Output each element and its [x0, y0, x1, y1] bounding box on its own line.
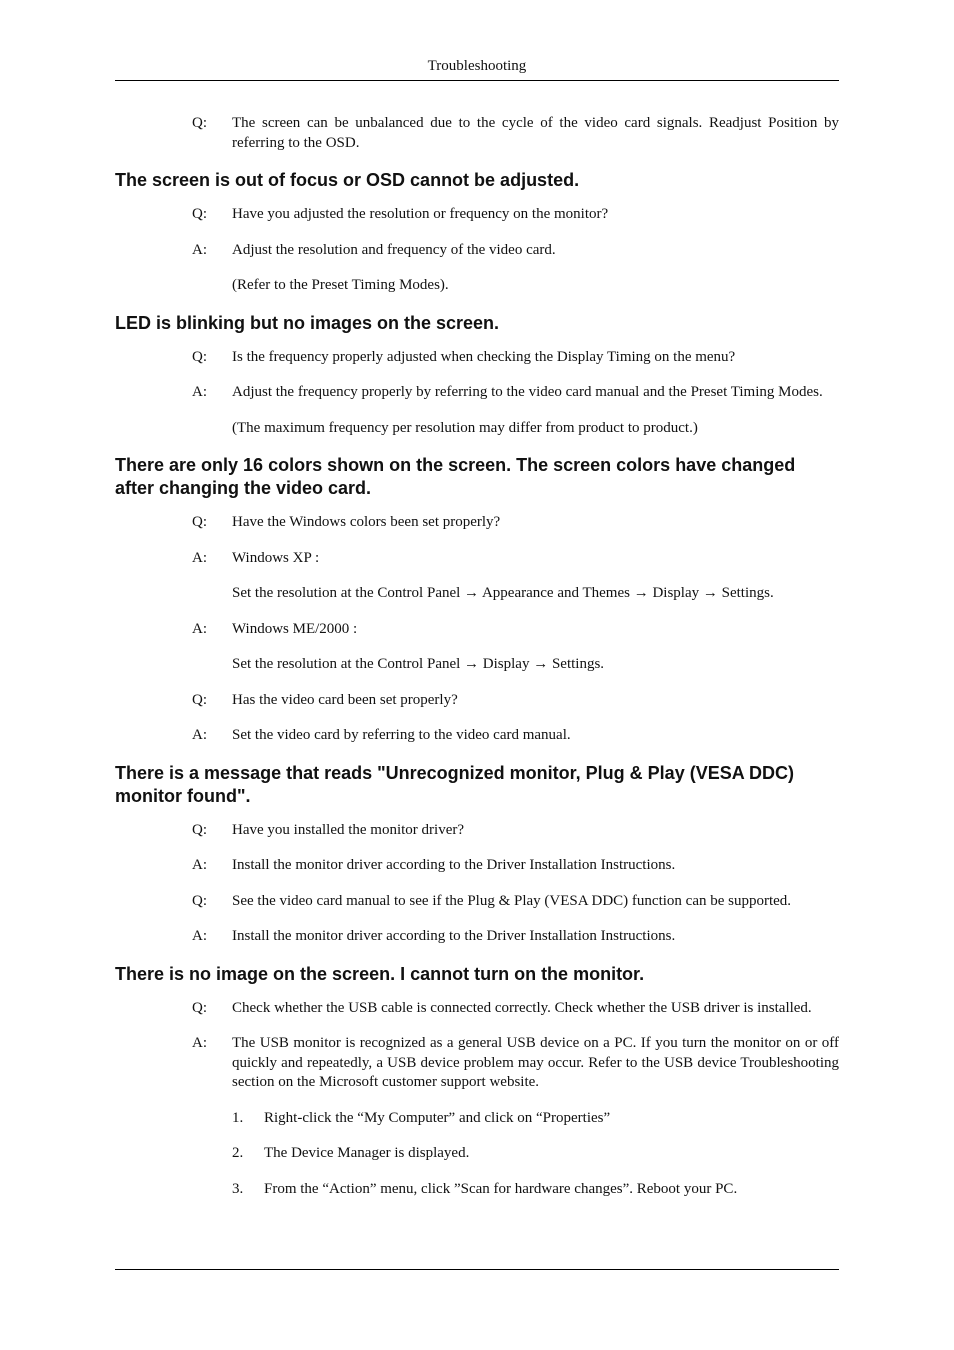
qa-text: See the video card manual to see if the Plug & Play (VESA DDC) function can be supported. — [232, 892, 792, 909]
qa-tag: A: — [192, 1035, 207, 1051]
qa-tag: Q: — [192, 999, 207, 1016]
answer-item — [192, 856, 839, 876]
qa-tag: A: — [192, 549, 207, 566]
qa-text: Install the monitor driver according to the Driver Installation Instructions. — [232, 857, 676, 873]
question-item — [192, 348, 839, 368]
section-heading: There is a message that reads "Unrecognized monitor, Plug & Play (VESA DDC) monitor found". — [115, 762, 795, 806]
step-number: 3. — [232, 1180, 244, 1197]
answer-item — [192, 1034, 839, 1093]
qa-text: Have you adjusted the resolution or frequency on the monitor? — [232, 206, 609, 222]
qa-tag: A: — [192, 620, 207, 637]
qa-text: The USB monitor is recognized as a general USB device on a PC. If you turn the monitor on or off quickly and repeatedly, a USB device problem may occur. Refer to the USB device Troubleshooting section on the Microsoft customer support website. — [232, 1035, 839, 1090]
section-heading: There are only 16 colors shown on the screen. The screen colors have changed after changing the video card. — [115, 455, 796, 498]
qa-tag: Q: — [192, 206, 207, 222]
qa-text: Adjust the resolution and frequency of the video card. — [232, 241, 556, 258]
qa-text: Install the monitor driver according to the Driver Installation Instructions. — [232, 928, 676, 944]
qa-tag: A: — [192, 928, 207, 944]
running-header: Troubleshooting — [427, 58, 527, 74]
step-text: From the “Action” menu, click ”Scan for hardware changes”. Reboot your PC. — [264, 1180, 738, 1197]
header-rule — [115, 80, 839, 81]
qa-tag: Q: — [192, 115, 207, 131]
question-item — [192, 205, 839, 225]
question-item — [192, 513, 839, 533]
qa-tag: A: — [192, 241, 207, 258]
question-item — [192, 892, 839, 912]
qa-text: Have the Windows colors been set properly? — [232, 514, 501, 530]
question-item — [192, 999, 839, 1019]
answer-item — [192, 549, 839, 569]
answer-item — [192, 927, 839, 947]
step-text: Right-click the “My Computer” and click on “Properties” — [264, 1109, 611, 1126]
qa-text: Has the video card been set properly? — [232, 691, 458, 708]
qa-text: Set the video card by referring to the video card manual. — [232, 727, 571, 743]
qa-tag: Q: — [192, 892, 207, 909]
numbered-step — [232, 1180, 839, 1200]
answer-note: (Refer to the Preset Timing Modes). — [232, 277, 449, 293]
answer-item — [192, 620, 839, 640]
qa-tag: A: — [192, 384, 207, 400]
qa-tag: Q: — [192, 348, 207, 365]
qa-text: Windows XP : — [232, 549, 320, 566]
answer-note: Set the resolution at the Control Panel → Display → Settings. — [232, 656, 605, 672]
step-number: 1. — [232, 1109, 244, 1126]
answer-item — [192, 383, 839, 403]
footer-rule — [115, 1269, 839, 1270]
document-body — [115, 114, 839, 1215]
question-item — [192, 114, 839, 153]
qa-text: Adjust the frequency properly by referring to the video card manual and the Preset Timing Modes. — [232, 384, 823, 400]
section-heading: There is no image on the screen. I cannot turn on the monitor. — [115, 963, 645, 984]
question-item — [192, 821, 839, 841]
section-heading: The screen is out of focus or OSD cannot be adjusted. — [115, 170, 580, 190]
numbered-step — [232, 1144, 839, 1164]
question-item — [192, 691, 839, 711]
step-text: The Device Manager is displayed. — [264, 1145, 470, 1161]
section-heading: LED is blinking but no images on the screen. — [115, 312, 500, 333]
numbered-step — [232, 1109, 839, 1129]
qa-text: Is the frequency properly adjusted when checking the Display Timing on the menu? — [232, 348, 736, 365]
qa-text: The screen can be unbalanced due to the cycle of the video card signals. Readjust Position by referring to the OSD. — [232, 115, 839, 151]
qa-text: Check whether the USB cable is connected correctly. Check whether the USB driver is installed. — [232, 999, 812, 1016]
step-number: 2. — [232, 1145, 244, 1161]
document-page — [115, 0, 839, 1350]
qa-tag: Q: — [192, 514, 207, 530]
answer-note: (The maximum frequency per resolution may differ from product to product.) — [232, 419, 698, 436]
answer-note: Set the resolution at the Control Panel → Appearance and Themes → Display → Settings. — [232, 585, 774, 601]
qa-tag: Q: — [192, 691, 207, 708]
qa-text: Windows ME/2000 : — [232, 620, 358, 637]
qa-tag: Q: — [192, 821, 207, 838]
qa-tag: A: — [192, 727, 207, 743]
answer-item — [192, 241, 839, 261]
answer-item — [192, 726, 839, 746]
qa-text: Have you installed the monitor driver? — [232, 821, 465, 838]
qa-tag: A: — [192, 857, 207, 873]
